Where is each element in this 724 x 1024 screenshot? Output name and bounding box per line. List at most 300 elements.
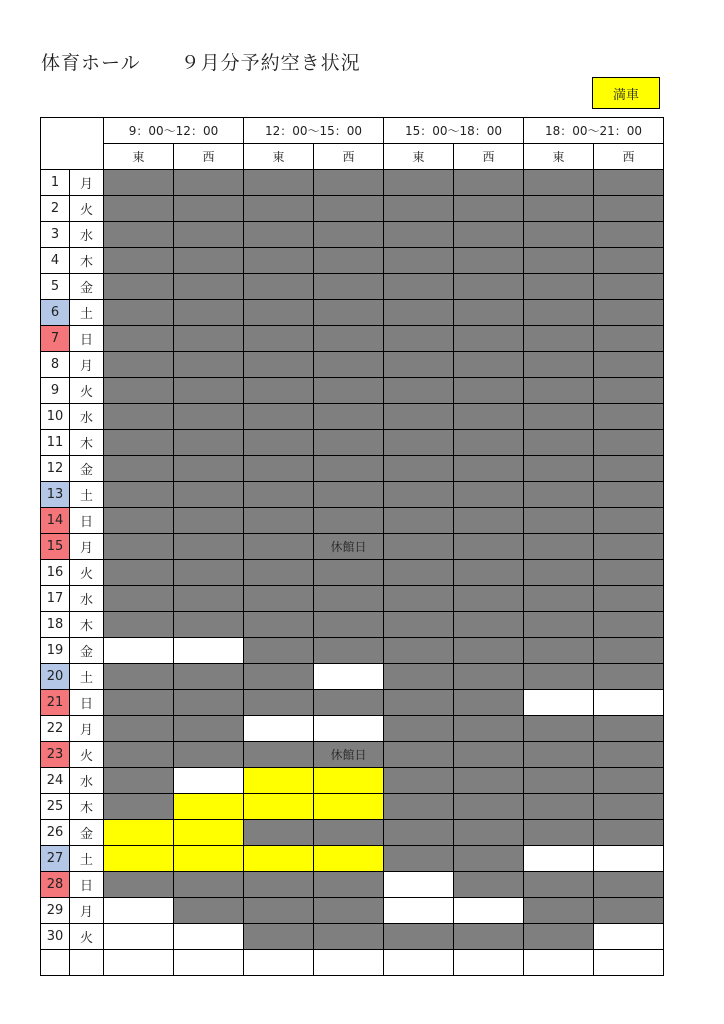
- slot-cell: [314, 716, 384, 742]
- table-row: [41, 664, 664, 690]
- slot-cell: [244, 742, 314, 768]
- court-header: 西: [174, 144, 244, 170]
- slot-cell: [244, 768, 314, 794]
- slot-cell: [104, 404, 174, 430]
- day-number: 15: [41, 534, 70, 560]
- slot-cell: [174, 768, 244, 794]
- slot-cell: [384, 482, 454, 508]
- slot-cell: [524, 508, 594, 534]
- time-slot-header-row: [41, 118, 664, 144]
- slot-cell: [104, 846, 174, 872]
- slot-cell: [244, 950, 314, 976]
- slot-cell: [244, 482, 314, 508]
- slot-cell: [594, 482, 664, 508]
- slot-cell: [314, 872, 384, 898]
- day-number: 29: [41, 898, 70, 924]
- slot-cell: [384, 586, 454, 612]
- slot-cell: [244, 690, 314, 716]
- slot-cell: [524, 248, 594, 274]
- weekday-label: 火: [70, 560, 104, 586]
- slot-cell: [594, 456, 664, 482]
- weekday-label: 月: [70, 352, 104, 378]
- slot-cell: [244, 300, 314, 326]
- slot-cell: [454, 404, 524, 430]
- weekday-label: 日: [70, 872, 104, 898]
- slot-cell: [104, 378, 174, 404]
- weekday-label: 木: [70, 794, 104, 820]
- weekday-label: 金: [70, 274, 104, 300]
- slot-cell: [524, 482, 594, 508]
- slot-cell: [314, 222, 384, 248]
- slot-cell: [244, 638, 314, 664]
- table-row: [41, 586, 664, 612]
- table-row: [41, 716, 664, 742]
- day-number: 2: [41, 196, 70, 222]
- table-row: [41, 690, 664, 716]
- availability-body: [41, 170, 664, 976]
- slot-cell: [384, 716, 454, 742]
- court-header: 東: [384, 144, 454, 170]
- slot-cell: [454, 196, 524, 222]
- slot-cell: [524, 768, 594, 794]
- day-number: 9: [41, 378, 70, 404]
- weekday-label: 金: [70, 456, 104, 482]
- slot-cell: [384, 664, 454, 690]
- slot-cell: [314, 586, 384, 612]
- slot-cell: [104, 768, 174, 794]
- slot-cell: [594, 404, 664, 430]
- slot-cell: [454, 430, 524, 456]
- slot-cell: [244, 794, 314, 820]
- slot-cell: [174, 222, 244, 248]
- slot-cell: [174, 274, 244, 300]
- slot-cell: [454, 898, 524, 924]
- slot-cell: [104, 950, 174, 976]
- slot-cell: [384, 170, 454, 196]
- day-number: 30: [41, 924, 70, 950]
- slot-cell: [384, 846, 454, 872]
- slot-cell: [594, 664, 664, 690]
- day-number: 27: [41, 846, 70, 872]
- slot-cell: [524, 274, 594, 300]
- slot-cell: [174, 898, 244, 924]
- slot-cell: [384, 222, 454, 248]
- court-header: 東: [244, 144, 314, 170]
- slot-cell: [524, 586, 594, 612]
- slot-cell: [244, 586, 314, 612]
- slot-cell: [244, 846, 314, 872]
- slot-cell: [314, 898, 384, 924]
- day-number: 12: [41, 456, 70, 482]
- weekday-label: 火: [70, 196, 104, 222]
- slot-cell: [524, 430, 594, 456]
- slot-cell: [384, 612, 454, 638]
- slot-cell: [384, 326, 454, 352]
- slot-cell: [454, 924, 524, 950]
- weekday-label: 水: [70, 222, 104, 248]
- slot-cell: [594, 248, 664, 274]
- weekday-label: 月: [70, 170, 104, 196]
- slot-cell: [314, 378, 384, 404]
- slot-cell: [594, 612, 664, 638]
- slot-cell: [174, 196, 244, 222]
- slot-cell: [174, 508, 244, 534]
- slot-cell: [314, 846, 384, 872]
- slot-cell: [174, 456, 244, 482]
- weekday-label: 水: [70, 586, 104, 612]
- slot-cell: [174, 170, 244, 196]
- slot-cell: [594, 274, 664, 300]
- weekday-label: 日: [70, 508, 104, 534]
- day-number: 22: [41, 716, 70, 742]
- slot-cell: [174, 586, 244, 612]
- day-number: [41, 950, 70, 976]
- slot-cell: [384, 430, 454, 456]
- slot-cell: [384, 274, 454, 300]
- slot-cell: [594, 508, 664, 534]
- slot-cell: [454, 950, 524, 976]
- slot-cell: [384, 820, 454, 846]
- slot-cell: [244, 248, 314, 274]
- day-number: 8: [41, 352, 70, 378]
- slot-cell: [174, 872, 244, 898]
- slot-cell: [594, 196, 664, 222]
- slot-cell: [244, 872, 314, 898]
- slot-cell: [594, 586, 664, 612]
- slot-cell: [174, 352, 244, 378]
- slot-cell: [244, 222, 314, 248]
- slot-cell: [174, 846, 244, 872]
- slot-cell: [104, 430, 174, 456]
- slot-cell: [104, 248, 174, 274]
- weekday-label: 土: [70, 300, 104, 326]
- slot-cell: [244, 404, 314, 430]
- slot-cell: [104, 274, 174, 300]
- slot-cell: [104, 690, 174, 716]
- slot-cell: [174, 612, 244, 638]
- slot-cell: [594, 430, 664, 456]
- slot-cell: [104, 534, 174, 560]
- slot-cell: [384, 534, 454, 560]
- day-number: 5: [41, 274, 70, 300]
- court-header: 西: [314, 144, 384, 170]
- slot-cell: [244, 170, 314, 196]
- weekday-label: 土: [70, 846, 104, 872]
- slot-cell: [524, 690, 594, 716]
- weekday-label: 火: [70, 924, 104, 950]
- slot-cell: [314, 404, 384, 430]
- day-number: 28: [41, 872, 70, 898]
- slot-cell: [384, 742, 454, 768]
- table-row: [41, 378, 664, 404]
- slot-cell: [244, 820, 314, 846]
- slot-cell: [104, 456, 174, 482]
- slot-cell: [524, 378, 594, 404]
- closed-day-note: 休館日: [314, 742, 384, 768]
- slot-cell: [384, 248, 454, 274]
- slot-cell: [384, 196, 454, 222]
- slot-cell: [314, 300, 384, 326]
- court-header: 東: [524, 144, 594, 170]
- slot-cell: [454, 274, 524, 300]
- slot-cell: [454, 846, 524, 872]
- slot-cell: [244, 456, 314, 482]
- slot-cell: [454, 820, 524, 846]
- slot-cell: [524, 950, 594, 976]
- slot-cell: [244, 612, 314, 638]
- day-number: 10: [41, 404, 70, 430]
- slot-cell: [524, 898, 594, 924]
- day-number: 18: [41, 612, 70, 638]
- slot-cell: [594, 716, 664, 742]
- slot-cell: [524, 404, 594, 430]
- slot-cell: [104, 170, 174, 196]
- slot-cell: [454, 794, 524, 820]
- slot-cell: [174, 534, 244, 560]
- slot-cell: [594, 638, 664, 664]
- slot-cell: [174, 430, 244, 456]
- weekday-label: 木: [70, 612, 104, 638]
- slot-cell: [524, 872, 594, 898]
- slot-cell: [174, 950, 244, 976]
- weekday-label: 水: [70, 404, 104, 430]
- slot-cell: [594, 898, 664, 924]
- slot-cell: [314, 196, 384, 222]
- weekday-label: 土: [70, 482, 104, 508]
- day-number: 26: [41, 820, 70, 846]
- slot-cell: [244, 716, 314, 742]
- day-number: 17: [41, 586, 70, 612]
- slot-cell: [314, 352, 384, 378]
- slot-cell: [454, 612, 524, 638]
- weekday-label: 日: [70, 690, 104, 716]
- slot-cell: [314, 612, 384, 638]
- slot-cell: [174, 794, 244, 820]
- slot-cell: [594, 950, 664, 976]
- slot-cell: [244, 534, 314, 560]
- slot-cell: [244, 378, 314, 404]
- table-row: [41, 274, 664, 300]
- slot-cell: [174, 248, 244, 274]
- table-row: [41, 638, 664, 664]
- slot-cell: [104, 196, 174, 222]
- slot-cell: [454, 170, 524, 196]
- table-row: [41, 742, 664, 768]
- slot-cell: [314, 326, 384, 352]
- table-row: [41, 846, 664, 872]
- weekday-label: [70, 950, 104, 976]
- slot-cell: [454, 534, 524, 560]
- slot-cell: [384, 690, 454, 716]
- slot-cell: [594, 222, 664, 248]
- day-number: 16: [41, 560, 70, 586]
- slot-cell: [244, 326, 314, 352]
- slot-cell: [524, 352, 594, 378]
- slot-cell: [524, 716, 594, 742]
- slot-cell: [454, 638, 524, 664]
- slot-cell: [454, 300, 524, 326]
- slot-cell: [174, 404, 244, 430]
- slot-cell: [594, 326, 664, 352]
- slot-cell: [454, 768, 524, 794]
- day-number: 7: [41, 326, 70, 352]
- table-row: [41, 794, 664, 820]
- slot-cell: [314, 820, 384, 846]
- weekday-label: 木: [70, 248, 104, 274]
- day-number: 21: [41, 690, 70, 716]
- table-row: [41, 820, 664, 846]
- slot-cell: [314, 664, 384, 690]
- slot-cell: [384, 508, 454, 534]
- corner-cell: [41, 118, 104, 170]
- slot-cell: [244, 196, 314, 222]
- slot-cell: [384, 560, 454, 586]
- slot-cell: [314, 794, 384, 820]
- slot-cell: [524, 612, 594, 638]
- availability-table: [40, 117, 664, 976]
- slot-cell: [104, 352, 174, 378]
- slot-cell: [314, 170, 384, 196]
- slot-cell: [104, 508, 174, 534]
- weekday-label: 月: [70, 716, 104, 742]
- slot-cell: [594, 872, 664, 898]
- slot-cell: [594, 534, 664, 560]
- slot-cell: [594, 924, 664, 950]
- slot-cell: [174, 690, 244, 716]
- slot-cell: [174, 820, 244, 846]
- slot-cell: [454, 482, 524, 508]
- slot-cell: [384, 352, 454, 378]
- slot-cell: [244, 664, 314, 690]
- slot-cell: [384, 456, 454, 482]
- slot-cell: [174, 560, 244, 586]
- slot-cell: [174, 378, 244, 404]
- slot-cell: [524, 456, 594, 482]
- slot-cell: [104, 664, 174, 690]
- slot-cell: [454, 560, 524, 586]
- slot-cell: [314, 274, 384, 300]
- slot-cell: [454, 222, 524, 248]
- slot-cell: [454, 378, 524, 404]
- slot-cell: [104, 820, 174, 846]
- slot-cell: [384, 300, 454, 326]
- slot-cell: [594, 300, 664, 326]
- table-row: [41, 872, 664, 898]
- slot-cell: [104, 898, 174, 924]
- slot-cell: [454, 248, 524, 274]
- slot-cell: [524, 534, 594, 560]
- slot-cell: [524, 794, 594, 820]
- court-header: 西: [594, 144, 664, 170]
- slot-cell: [244, 560, 314, 586]
- slot-cell: [454, 508, 524, 534]
- table-row: [41, 508, 664, 534]
- table-row: [41, 924, 664, 950]
- slot-cell: [454, 352, 524, 378]
- slot-cell: [314, 638, 384, 664]
- weekday-label: 木: [70, 430, 104, 456]
- slot-cell: [454, 872, 524, 898]
- slot-cell: [524, 326, 594, 352]
- slot-cell: [104, 326, 174, 352]
- table-row: [41, 456, 664, 482]
- day-number: 14: [41, 508, 70, 534]
- slot-cell: [244, 430, 314, 456]
- slot-cell: [594, 846, 664, 872]
- day-number: 23: [41, 742, 70, 768]
- slot-cell: [314, 508, 384, 534]
- slot-cell: [174, 482, 244, 508]
- slot-cell: [104, 482, 174, 508]
- slot-cell: [524, 742, 594, 768]
- slot-cell: [524, 300, 594, 326]
- slot-cell: [104, 716, 174, 742]
- slot-cell: [384, 950, 454, 976]
- day-number: 24: [41, 768, 70, 794]
- court-header: 西: [454, 144, 524, 170]
- slot-cell: [594, 352, 664, 378]
- slot-cell: [594, 690, 664, 716]
- slot-cell: [174, 924, 244, 950]
- slot-cell: [454, 456, 524, 482]
- slot-cell: [594, 560, 664, 586]
- slot-cell: [174, 300, 244, 326]
- table-row: [41, 170, 664, 196]
- slot-cell: [524, 170, 594, 196]
- slot-cell: [524, 638, 594, 664]
- time-slot-header: 18：00～21：00: [524, 118, 664, 144]
- table-row: [41, 300, 664, 326]
- slot-cell: [104, 742, 174, 768]
- slot-cell: [524, 664, 594, 690]
- day-number: 3: [41, 222, 70, 248]
- slot-cell: [104, 794, 174, 820]
- slot-cell: [244, 352, 314, 378]
- slot-cell: [524, 222, 594, 248]
- table-row: [41, 248, 664, 274]
- slot-cell: [384, 404, 454, 430]
- slot-cell: [244, 898, 314, 924]
- page-title: 体育ホール ９月分予約空き状況: [41, 52, 361, 74]
- slot-cell: [104, 586, 174, 612]
- table-row: [41, 196, 664, 222]
- slot-cell: [244, 924, 314, 950]
- slot-cell: [314, 560, 384, 586]
- slot-cell: [594, 742, 664, 768]
- slot-cell: [454, 716, 524, 742]
- weekday-label: 日: [70, 326, 104, 352]
- slot-cell: [454, 664, 524, 690]
- table-row: [41, 534, 664, 560]
- slot-cell: [314, 690, 384, 716]
- slot-cell: [594, 820, 664, 846]
- slot-cell: [524, 820, 594, 846]
- slot-cell: [314, 768, 384, 794]
- day-number: 1: [41, 170, 70, 196]
- slot-cell: [244, 274, 314, 300]
- slot-cell: [384, 898, 454, 924]
- day-number: 4: [41, 248, 70, 274]
- table-row: [41, 612, 664, 638]
- table-row: [41, 560, 664, 586]
- day-number: 20: [41, 664, 70, 690]
- slot-cell: [314, 430, 384, 456]
- slot-cell: [104, 924, 174, 950]
- slot-cell: [314, 482, 384, 508]
- court-header: 東: [104, 144, 174, 170]
- legend-full-badge: 満車: [592, 77, 660, 109]
- weekday-label: 月: [70, 898, 104, 924]
